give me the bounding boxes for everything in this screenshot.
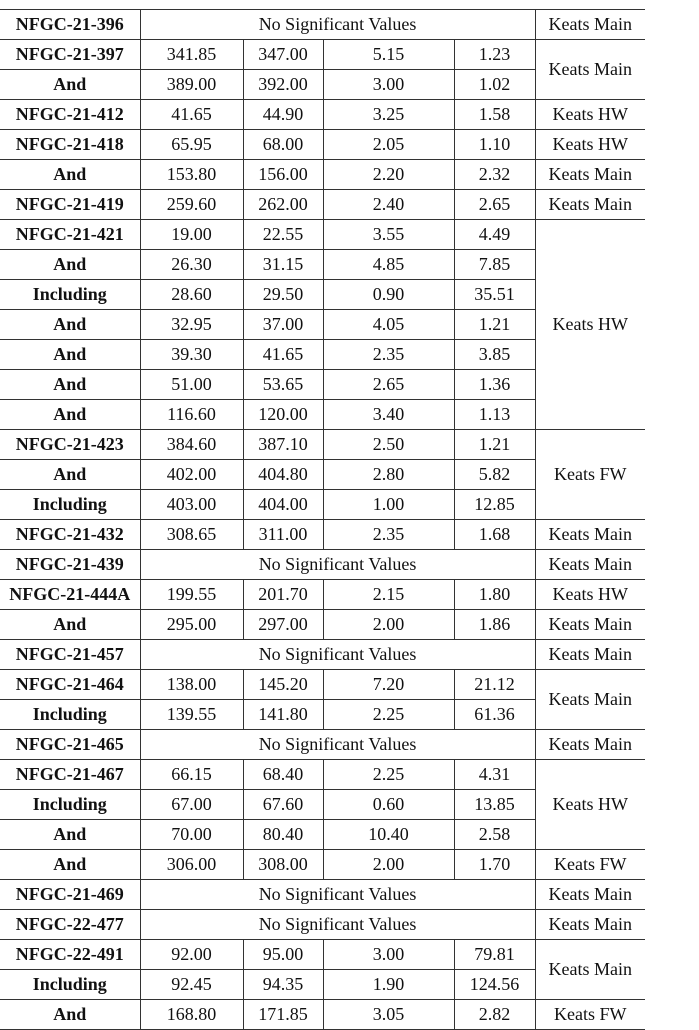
- hole-id-cell: NFGC-21-419: [0, 190, 140, 220]
- grade-cell: 1.21: [454, 310, 535, 340]
- no-significant-values-cell: No Significant Values: [140, 10, 535, 40]
- hole-id-cell: NFGC-21-396: [0, 10, 140, 40]
- to-cell: 145.20: [243, 670, 323, 700]
- from-cell: 92.00: [140, 940, 243, 970]
- from-cell: 67.00: [140, 790, 243, 820]
- from-cell: 403.00: [140, 490, 243, 520]
- grade-cell: 1.02: [454, 70, 535, 100]
- interval-cell: 2.00: [323, 610, 454, 640]
- hole-id-cell: NFGC-21-423: [0, 430, 140, 460]
- from-cell: 39.30: [140, 340, 243, 370]
- from-cell: 28.60: [140, 280, 243, 310]
- from-cell: 26.30: [140, 250, 243, 280]
- interval-cell: 2.15: [323, 580, 454, 610]
- to-cell: 68.40: [243, 760, 323, 790]
- table-row: [0, 670, 645, 700]
- zone-cell: Keats HW: [535, 130, 645, 160]
- interval-qualifier-cell: And: [0, 160, 140, 190]
- interval-qualifier-cell: And: [0, 1000, 140, 1030]
- interval-qualifier-cell: Including: [0, 700, 140, 730]
- grade-cell: 12.85: [454, 490, 535, 520]
- from-cell: 384.60: [140, 430, 243, 460]
- from-cell: 32.95: [140, 310, 243, 340]
- zone-cell: Keats Main: [535, 190, 645, 220]
- from-cell: 259.60: [140, 190, 243, 220]
- zone-cell: Keats HW: [535, 760, 645, 850]
- grade-cell: 35.51: [454, 280, 535, 310]
- zone-cell: Keats Main: [535, 640, 645, 670]
- grade-cell: 79.81: [454, 940, 535, 970]
- interval-cell: 2.80: [323, 460, 454, 490]
- hole-id-cell: NFGC-21-421: [0, 220, 140, 250]
- from-cell: 41.65: [140, 100, 243, 130]
- interval-qualifier-cell: And: [0, 610, 140, 640]
- interval-cell: 3.05: [323, 1000, 454, 1030]
- interval-cell: 1.90: [323, 970, 454, 1000]
- to-cell: 201.70: [243, 580, 323, 610]
- from-cell: 116.60: [140, 400, 243, 430]
- no-significant-values-cell: No Significant Values: [140, 550, 535, 580]
- interval-cell: 3.40: [323, 400, 454, 430]
- hole-id-cell: NFGC-21-397: [0, 40, 140, 70]
- hole-id-cell: NFGC-22-491: [0, 940, 140, 970]
- zone-cell: Keats Main: [535, 520, 645, 550]
- to-cell: 68.00: [243, 130, 323, 160]
- from-cell: 92.45: [140, 970, 243, 1000]
- interval-cell: 2.40: [323, 190, 454, 220]
- from-cell: 70.00: [140, 820, 243, 850]
- table-row: [0, 190, 645, 220]
- grade-cell: 4.49: [454, 220, 535, 250]
- grade-cell: 7.85: [454, 250, 535, 280]
- hole-id-cell: NFGC-21-432: [0, 520, 140, 550]
- interval-cell: 4.85: [323, 250, 454, 280]
- to-cell: 311.00: [243, 520, 323, 550]
- to-cell: 44.90: [243, 100, 323, 130]
- to-cell: 29.50: [243, 280, 323, 310]
- grade-cell: 2.58: [454, 820, 535, 850]
- interval-qualifier-cell: And: [0, 850, 140, 880]
- to-cell: 392.00: [243, 70, 323, 100]
- interval-qualifier-cell: And: [0, 370, 140, 400]
- from-cell: 153.80: [140, 160, 243, 190]
- grade-cell: 3.85: [454, 340, 535, 370]
- grade-cell: 1.36: [454, 370, 535, 400]
- interval-cell: 2.25: [323, 700, 454, 730]
- table-body: [0, 10, 645, 1030]
- drill-results-table: [0, 9, 645, 1030]
- zone-cell: Keats Main: [535, 730, 645, 760]
- from-cell: 295.00: [140, 610, 243, 640]
- zone-cell: Keats Main: [535, 10, 645, 40]
- to-cell: 297.00: [243, 610, 323, 640]
- grade-cell: 1.70: [454, 850, 535, 880]
- to-cell: 41.65: [243, 340, 323, 370]
- from-cell: 199.55: [140, 580, 243, 610]
- table-row: [0, 730, 645, 760]
- table-row: [0, 10, 645, 40]
- to-cell: 94.35: [243, 970, 323, 1000]
- table-row: [0, 850, 645, 880]
- grade-cell: 1.86: [454, 610, 535, 640]
- to-cell: 404.80: [243, 460, 323, 490]
- interval-cell: 2.20: [323, 160, 454, 190]
- table-row: [0, 610, 645, 640]
- interval-cell: 3.00: [323, 70, 454, 100]
- grade-cell: 2.32: [454, 160, 535, 190]
- interval-qualifier-cell: And: [0, 70, 140, 100]
- table-row: [0, 1000, 645, 1030]
- hole-id-cell: NFGC-21-467: [0, 760, 140, 790]
- interval-cell: 2.50: [323, 430, 454, 460]
- zone-cell: Keats FW: [535, 1000, 645, 1030]
- table-row: [0, 760, 645, 790]
- from-cell: 139.55: [140, 700, 243, 730]
- grade-cell: 13.85: [454, 790, 535, 820]
- no-significant-values-cell: No Significant Values: [140, 730, 535, 760]
- grade-cell: 1.58: [454, 100, 535, 130]
- hole-id-cell: NFGC-22-477: [0, 910, 140, 940]
- interval-cell: 2.35: [323, 340, 454, 370]
- from-cell: 51.00: [140, 370, 243, 400]
- interval-qualifier-cell: Including: [0, 490, 140, 520]
- table-row: [0, 520, 645, 550]
- hole-id-cell: NFGC-21-464: [0, 670, 140, 700]
- interval-cell: 2.35: [323, 520, 454, 550]
- to-cell: 31.15: [243, 250, 323, 280]
- to-cell: 80.40: [243, 820, 323, 850]
- grade-cell: 21.12: [454, 670, 535, 700]
- interval-cell: 2.65: [323, 370, 454, 400]
- no-significant-values-cell: No Significant Values: [140, 880, 535, 910]
- zone-cell: Keats HW: [535, 220, 645, 430]
- zone-cell: Keats Main: [535, 880, 645, 910]
- grade-cell: 1.80: [454, 580, 535, 610]
- to-cell: 156.00: [243, 160, 323, 190]
- zone-cell: Keats HW: [535, 580, 645, 610]
- no-significant-values-cell: No Significant Values: [140, 640, 535, 670]
- table-row: [0, 880, 645, 910]
- grade-cell: 1.21: [454, 430, 535, 460]
- grade-cell: 4.31: [454, 760, 535, 790]
- interval-qualifier-cell: Including: [0, 790, 140, 820]
- grade-cell: 1.10: [454, 130, 535, 160]
- table-row: [0, 160, 645, 190]
- zone-cell: Keats Main: [535, 550, 645, 580]
- from-cell: 308.65: [140, 520, 243, 550]
- interval-cell: 5.15: [323, 40, 454, 70]
- table-row: [0, 130, 645, 160]
- to-cell: 37.00: [243, 310, 323, 340]
- hole-id-cell: NFGC-21-439: [0, 550, 140, 580]
- hole-id-cell: NFGC-21-444A: [0, 580, 140, 610]
- to-cell: 22.55: [243, 220, 323, 250]
- table-row: [0, 640, 645, 670]
- table-row: [0, 430, 645, 460]
- from-cell: 65.95: [140, 130, 243, 160]
- grade-cell: 1.68: [454, 520, 535, 550]
- zone-cell: Keats Main: [535, 940, 645, 1000]
- to-cell: 387.10: [243, 430, 323, 460]
- grade-cell: 1.13: [454, 400, 535, 430]
- interval-cell: 10.40: [323, 820, 454, 850]
- table-row: [0, 100, 645, 130]
- hole-id-cell: NFGC-21-412: [0, 100, 140, 130]
- no-significant-values-cell: No Significant Values: [140, 910, 535, 940]
- interval-qualifier-cell: And: [0, 820, 140, 850]
- to-cell: 171.85: [243, 1000, 323, 1030]
- to-cell: 53.65: [243, 370, 323, 400]
- interval-cell: 3.25: [323, 100, 454, 130]
- to-cell: 308.00: [243, 850, 323, 880]
- zone-cell: Keats Main: [535, 160, 645, 190]
- interval-qualifier-cell: And: [0, 340, 140, 370]
- table-row: [0, 940, 645, 970]
- table-row: [0, 220, 645, 250]
- to-cell: 67.60: [243, 790, 323, 820]
- grade-cell: 1.23: [454, 40, 535, 70]
- to-cell: 404.00: [243, 490, 323, 520]
- interval-cell: 3.55: [323, 220, 454, 250]
- interval-qualifier-cell: And: [0, 310, 140, 340]
- interval-qualifier-cell: Including: [0, 970, 140, 1000]
- interval-cell: 1.00: [323, 490, 454, 520]
- from-cell: 168.80: [140, 1000, 243, 1030]
- to-cell: 95.00: [243, 940, 323, 970]
- zone-cell: Keats FW: [535, 430, 645, 520]
- interval-cell: 0.60: [323, 790, 454, 820]
- to-cell: 120.00: [243, 400, 323, 430]
- interval-qualifier-cell: Including: [0, 280, 140, 310]
- from-cell: 66.15: [140, 760, 243, 790]
- zone-cell: Keats HW: [535, 100, 645, 130]
- hole-id-cell: NFGC-21-469: [0, 880, 140, 910]
- from-cell: 389.00: [140, 70, 243, 100]
- grade-cell: 61.36: [454, 700, 535, 730]
- interval-cell: 2.25: [323, 760, 454, 790]
- to-cell: 347.00: [243, 40, 323, 70]
- table-row: [0, 580, 645, 610]
- from-cell: 341.85: [140, 40, 243, 70]
- interval-cell: 7.20: [323, 670, 454, 700]
- interval-cell: 0.90: [323, 280, 454, 310]
- table-row: [0, 910, 645, 940]
- interval-qualifier-cell: And: [0, 400, 140, 430]
- interval-cell: 4.05: [323, 310, 454, 340]
- interval-qualifier-cell: And: [0, 250, 140, 280]
- table-row: [0, 550, 645, 580]
- interval-qualifier-cell: And: [0, 460, 140, 490]
- table-row: [0, 40, 645, 70]
- grade-cell: 2.82: [454, 1000, 535, 1030]
- interval-cell: 2.00: [323, 850, 454, 880]
- zone-cell: Keats FW: [535, 850, 645, 880]
- grade-cell: 5.82: [454, 460, 535, 490]
- zone-cell: Keats Main: [535, 910, 645, 940]
- grade-cell: 2.65: [454, 190, 535, 220]
- hole-id-cell: NFGC-21-465: [0, 730, 140, 760]
- from-cell: 402.00: [140, 460, 243, 490]
- from-cell: 138.00: [140, 670, 243, 700]
- hole-id-cell: NFGC-21-457: [0, 640, 140, 670]
- hole-id-cell: NFGC-21-418: [0, 130, 140, 160]
- interval-cell: 3.00: [323, 940, 454, 970]
- to-cell: 141.80: [243, 700, 323, 730]
- from-cell: 19.00: [140, 220, 243, 250]
- interval-cell: 2.05: [323, 130, 454, 160]
- zone-cell: Keats Main: [535, 40, 645, 100]
- zone-cell: Keats Main: [535, 610, 645, 640]
- from-cell: 306.00: [140, 850, 243, 880]
- zone-cell: Keats Main: [535, 670, 645, 730]
- to-cell: 262.00: [243, 190, 323, 220]
- grade-cell: 124.56: [454, 970, 535, 1000]
